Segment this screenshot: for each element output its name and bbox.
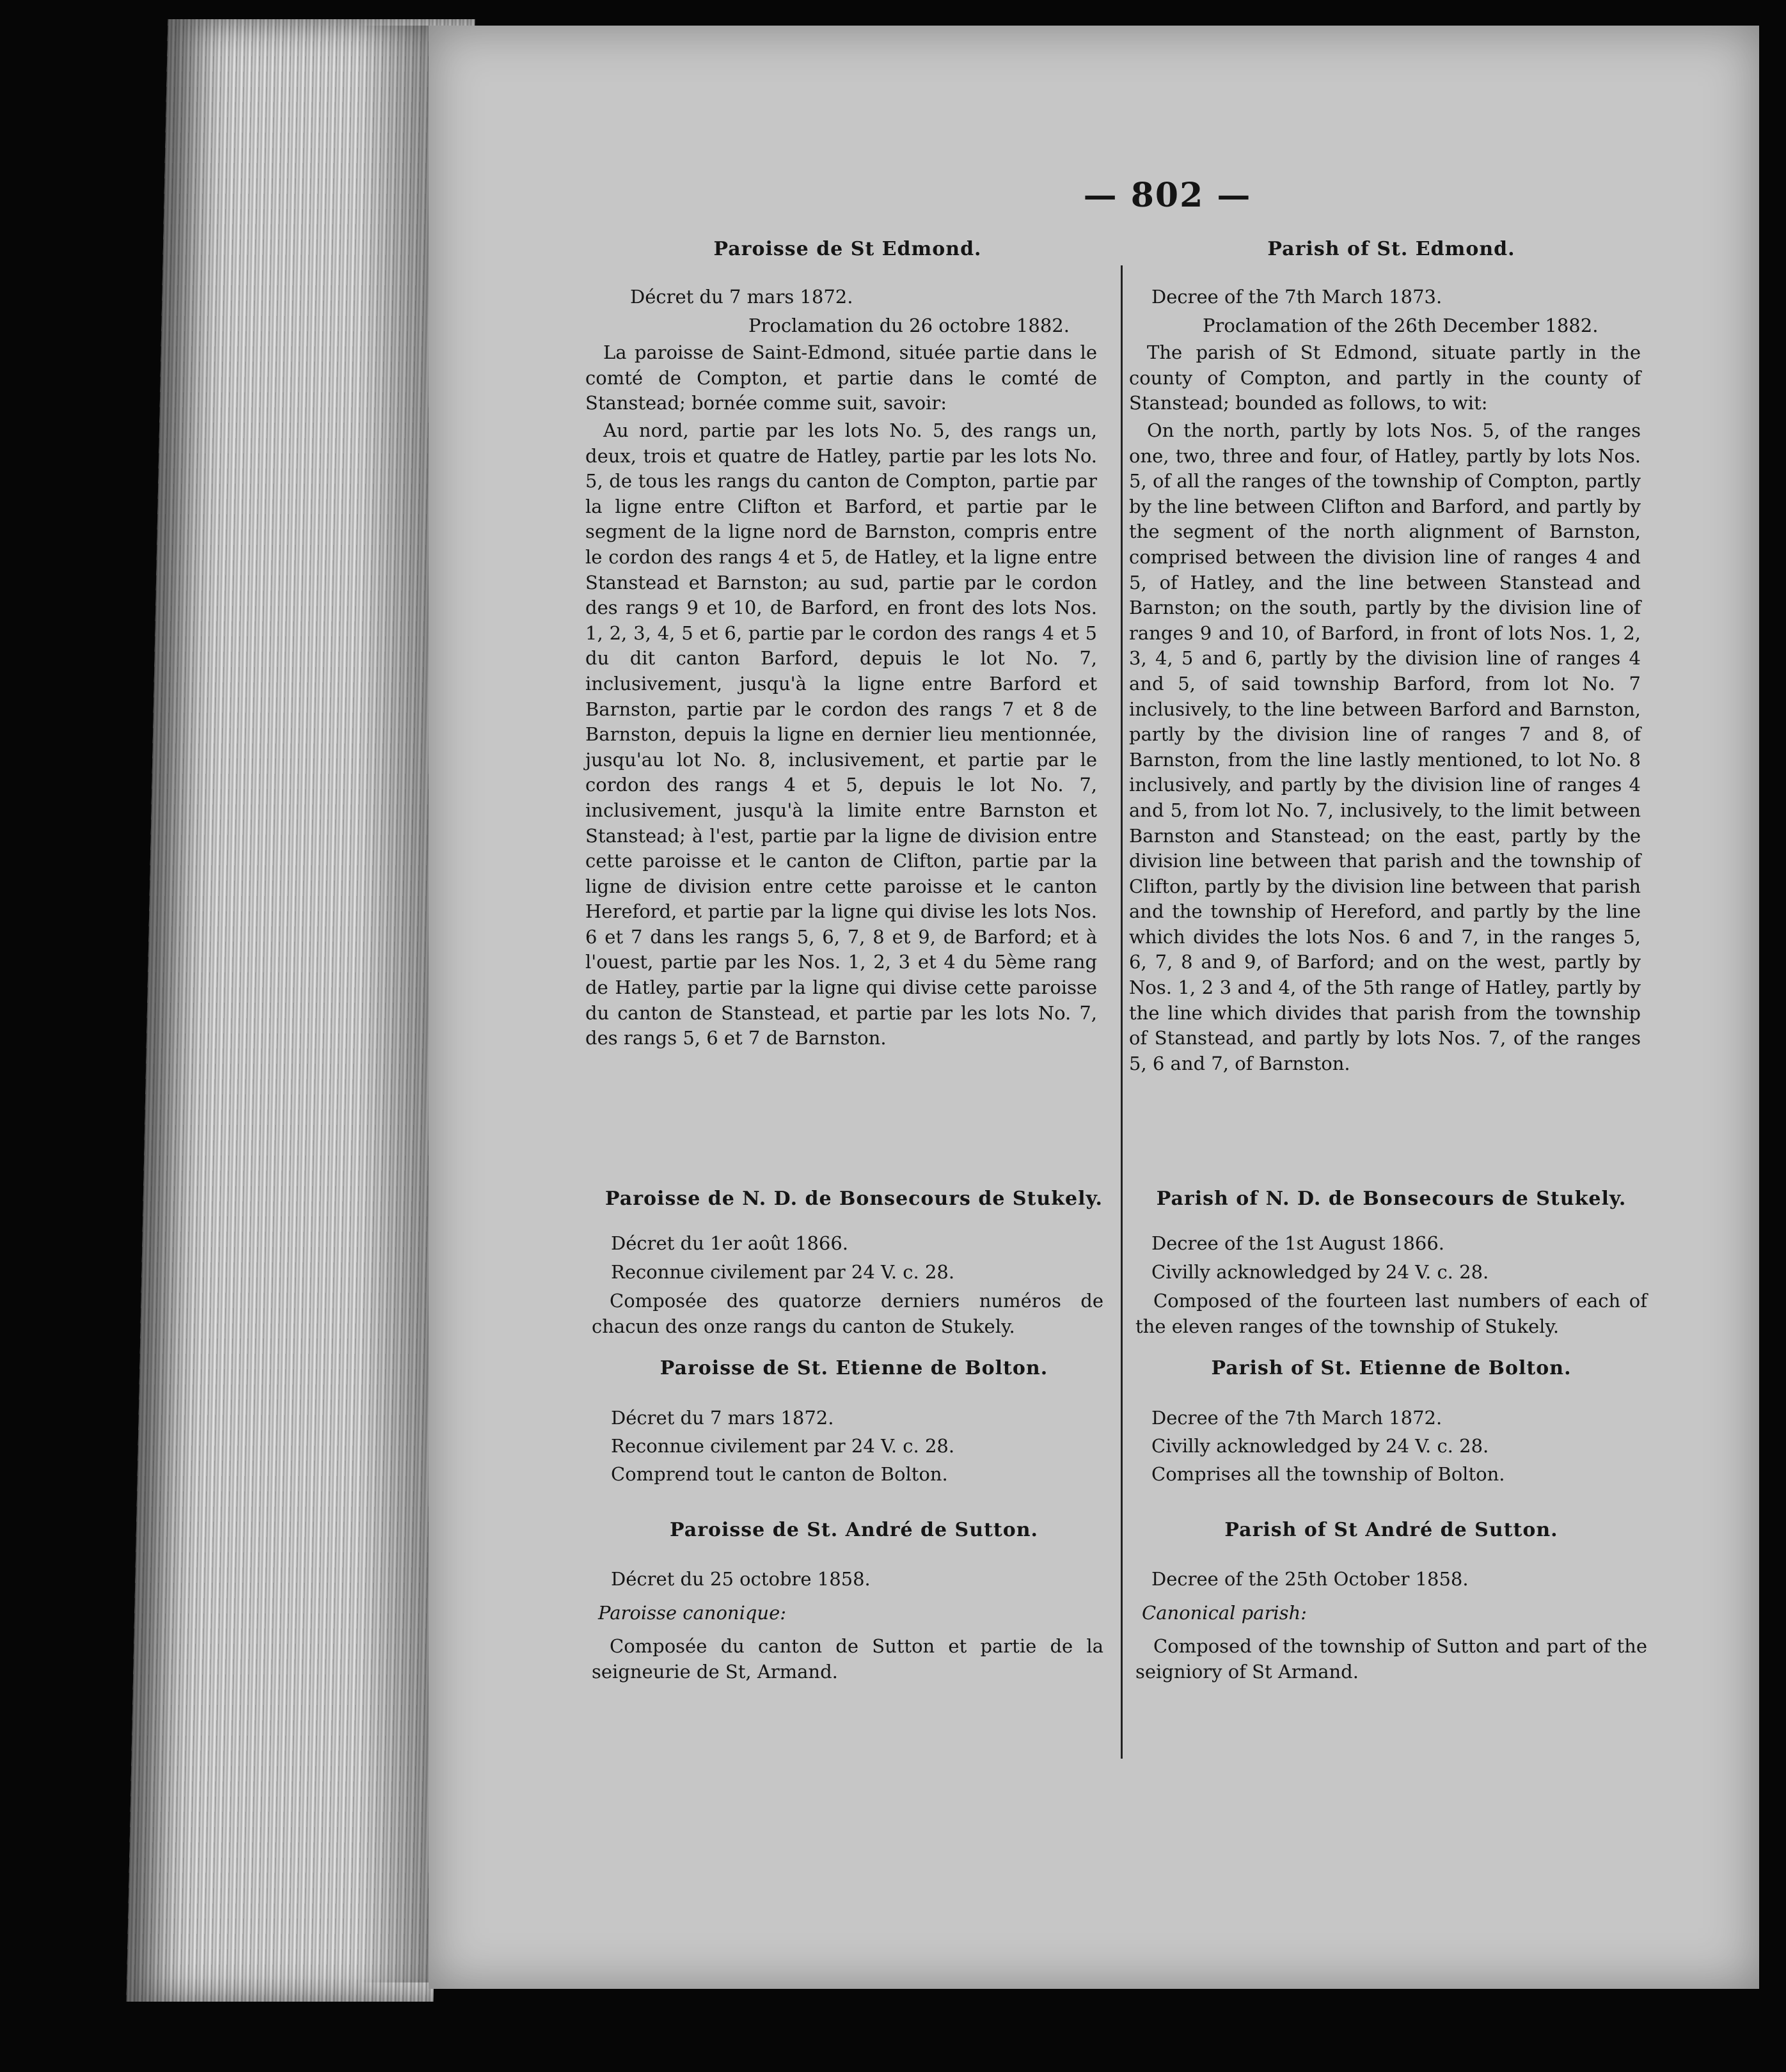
paragraph-st-edmond-intro-en: The parish of St Edmond, situate partly in the county of Compton, and partly in the county of Stanstead; bounded as follows, to wit: — [1129, 341, 1641, 414]
section-title-sutton-fr: Paroisse de St. André de Sutton. — [670, 1519, 1038, 1541]
canonical-label-sutton-en: Canonical parish: — [1142, 1602, 1307, 1624]
canonical-label-sutton-fr: Paroisse canonique: — [598, 1602, 787, 1624]
spine-shadow — [358, 26, 435, 1982]
column-divider — [1121, 265, 1123, 1759]
paragraph-st-edmond-bounds-fr: Au nord, partie par les lots No. 5, des rangs un, deux, trois et quatre de Hatley, partie par les lots No. 5, de tous les rangs du canton de Compton, partie par la ligne entre Clifton et Barford, et partie par le segment de la ligne nord de Barnston, compris entre le cordon des rangs 4 et 5, de Hatley, et la ligne entre Stanstead et Barnston; au sud, partie par le cordon des rangs 9 et 10, de Barford, en front des lots Nos. 1, 2, 3, 4, 5 et 6, partie par le cordon des rangs 4 et 5 du dit canton Barford, depuis le lot No. 7, inclusivement, jusqu'à la ligne entre Barford et Barnston, partie par le cordon des rangs 7 et 8 de Barnston, depuis la ligne en dernier lieu mentionnée, jusqu'au lot No. 8, inclusivement, et partie par le cordon des rangs 4 et 5, depuis le lot No. 7, inclusivement, jusqu'à la limite entre Barnston et Stanstead; à l'est, partie par la ligne de division entre cette paroisse et le canton de Clifton, partie par la ligne de division entre cette paroisse et le canton Hereford, et partie par la ligne qui divise les lots Nos. 6 et 7 dans les rangs 5, 6, 7, 8 et 9, de Barford; et à l'ouest, partie par les Nos. 1, 2, 3 et 4 du 5ème rang de Hatley, partie par la ligne qui divise cette paroisse du canton de Stanstead, et partie par les lots No. 7, des rangs 5, 6 et 7 de Barnston. — [585, 420, 1097, 1049]
page-number: — 802 — — [1083, 176, 1252, 215]
paragraph-st-edmond-bounds-en: On the north, partly by lots Nos. 5, of the ranges one, two, three and four, of Hatley, partly by lots Nos. 5, of all the ranges of the township of Compton, partly by the line between Clifton and Barford, and partly by the segment of the north alignment of Barnston, comprised between the division line of ranges 4 and 5, of Hatley, and the line between Stanstead and Barnston; on the south, partly by the division line of ranges 9 and 10, of Barford, in front of lots Nos. 1, 2, 3, 4, 5 and 6, partly by the division line of ranges 4 and 5, of said township Barford, from lot No. 7 inclusively, to the line between Barford and Barnston, partly by the division line of ranges 7 and 8, of Barnston, from the line lastly mentioned, to lot No. 8 inclusively, and partly by the division line of ranges 4 and 5, from lot No. 7, inclusively, to the limit between Barnston and Stanstead; on the east, partly by the division line between that parish and the township of Clifton, partly by the division line between that parish and the township of Hereford, and partly by the line which divides the lots Nos. 6 and 7, in the ranges 5, 6, 7, 8 and 9, of Barford; and on the west, partly by Nos. 1, 2 3 and 4, of the 5th range of Hatley, partly by the line which divides that parish from the township of Stanstead, and partly by lots Nos. 7, of the ranges 5, 6 and 7, of Barnston. — [1129, 420, 1641, 1074]
paragraph-st-edmond-intro-fr: La paroisse de Saint-Edmond, située partie dans le comté de Compton, et partie dans le comté de Stanstead; bornée comme suit, savoir: — [585, 341, 1097, 414]
decree-line-bolton-en: Decree of the 7th March 1872. — [1151, 1407, 1442, 1429]
content-line-bolton-fr: Comprend tout le canton de Bolton. — [611, 1463, 948, 1485]
paragraph-bonsecours-fr: Composée des quatorze derniers numéros de chacun des onze rangs du canton de Stukely. — [592, 1290, 1103, 1337]
decree-line-st-edmond-en: Decree of the 7th March 1873. — [1151, 286, 1442, 308]
section-title-st-edmond-en: Parish of St. Edmond. — [1267, 238, 1515, 260]
proclamation-line-st-edmond-fr: Proclamation du 26 octobre 1882. — [748, 315, 1070, 336]
decree-line-sutton-en: Decree of the 25th October 1858. — [1151, 1568, 1469, 1590]
paragraph-sutton-en: Composed of the township of Sutton and part of the seigniory of St Armand. — [1135, 1635, 1647, 1683]
section-title-bolton-en: Parish of St. Etienne de Bolton. — [1211, 1357, 1572, 1379]
content-line-bolton-en: Comprises all the township of Bolton. — [1151, 1463, 1505, 1485]
scanned-page — [429, 26, 1759, 1989]
decree-line-sutton-fr: Décret du 25 octobre 1858. — [611, 1568, 871, 1590]
section-title-sutton-en: Parish of St André de Sutton. — [1224, 1519, 1558, 1541]
section-title-bonsecours-fr: Paroisse de N. D. de Bonsecours de Stukely. — [605, 1188, 1103, 1210]
section-title-bonsecours-en: Parish of N. D. de Bonsecours de Stukely. — [1156, 1188, 1627, 1210]
proclamation-line-st-edmond-en: Proclamation of the 26th December 1882. — [1203, 315, 1599, 336]
recognition-line-bolton-fr: Reconnue civilement par 24 V. c. 28. — [611, 1435, 955, 1457]
paragraph-bonsecours-en: Composed of the fourteen last numbers of each of the eleven ranges of the township of Stukely. — [1135, 1290, 1647, 1337]
decree-line-bonsecours-en: Decree of the 1st August 1866. — [1151, 1232, 1445, 1254]
section-title-bolton-fr: Paroisse de St. Etienne de Bolton. — [660, 1357, 1048, 1379]
recognition-line-bonsecours-fr: Reconnue civilement par 24 V. c. 28. — [611, 1261, 955, 1283]
decree-line-bonsecours-fr: Décret du 1er août 1866. — [611, 1232, 849, 1254]
page-content — [429, 26, 1759, 1989]
section-title-st-edmond-fr: Paroisse de St Edmond. — [713, 238, 982, 260]
acknowledgement-line-bolton-en: Civilly acknowledged by 24 V. c. 28. — [1151, 1435, 1489, 1457]
decree-line-st-edmond-fr: Décret du 7 mars 1872. — [630, 286, 853, 308]
decree-line-bolton-fr: Décret du 7 mars 1872. — [611, 1407, 834, 1429]
acknowledgement-line-bonsecours-en: Civilly acknowledged by 24 V. c. 28. — [1151, 1261, 1489, 1283]
paragraph-sutton-fr: Composée du canton de Sutton et partie de la seigneurie de St, Armand. — [592, 1635, 1103, 1683]
